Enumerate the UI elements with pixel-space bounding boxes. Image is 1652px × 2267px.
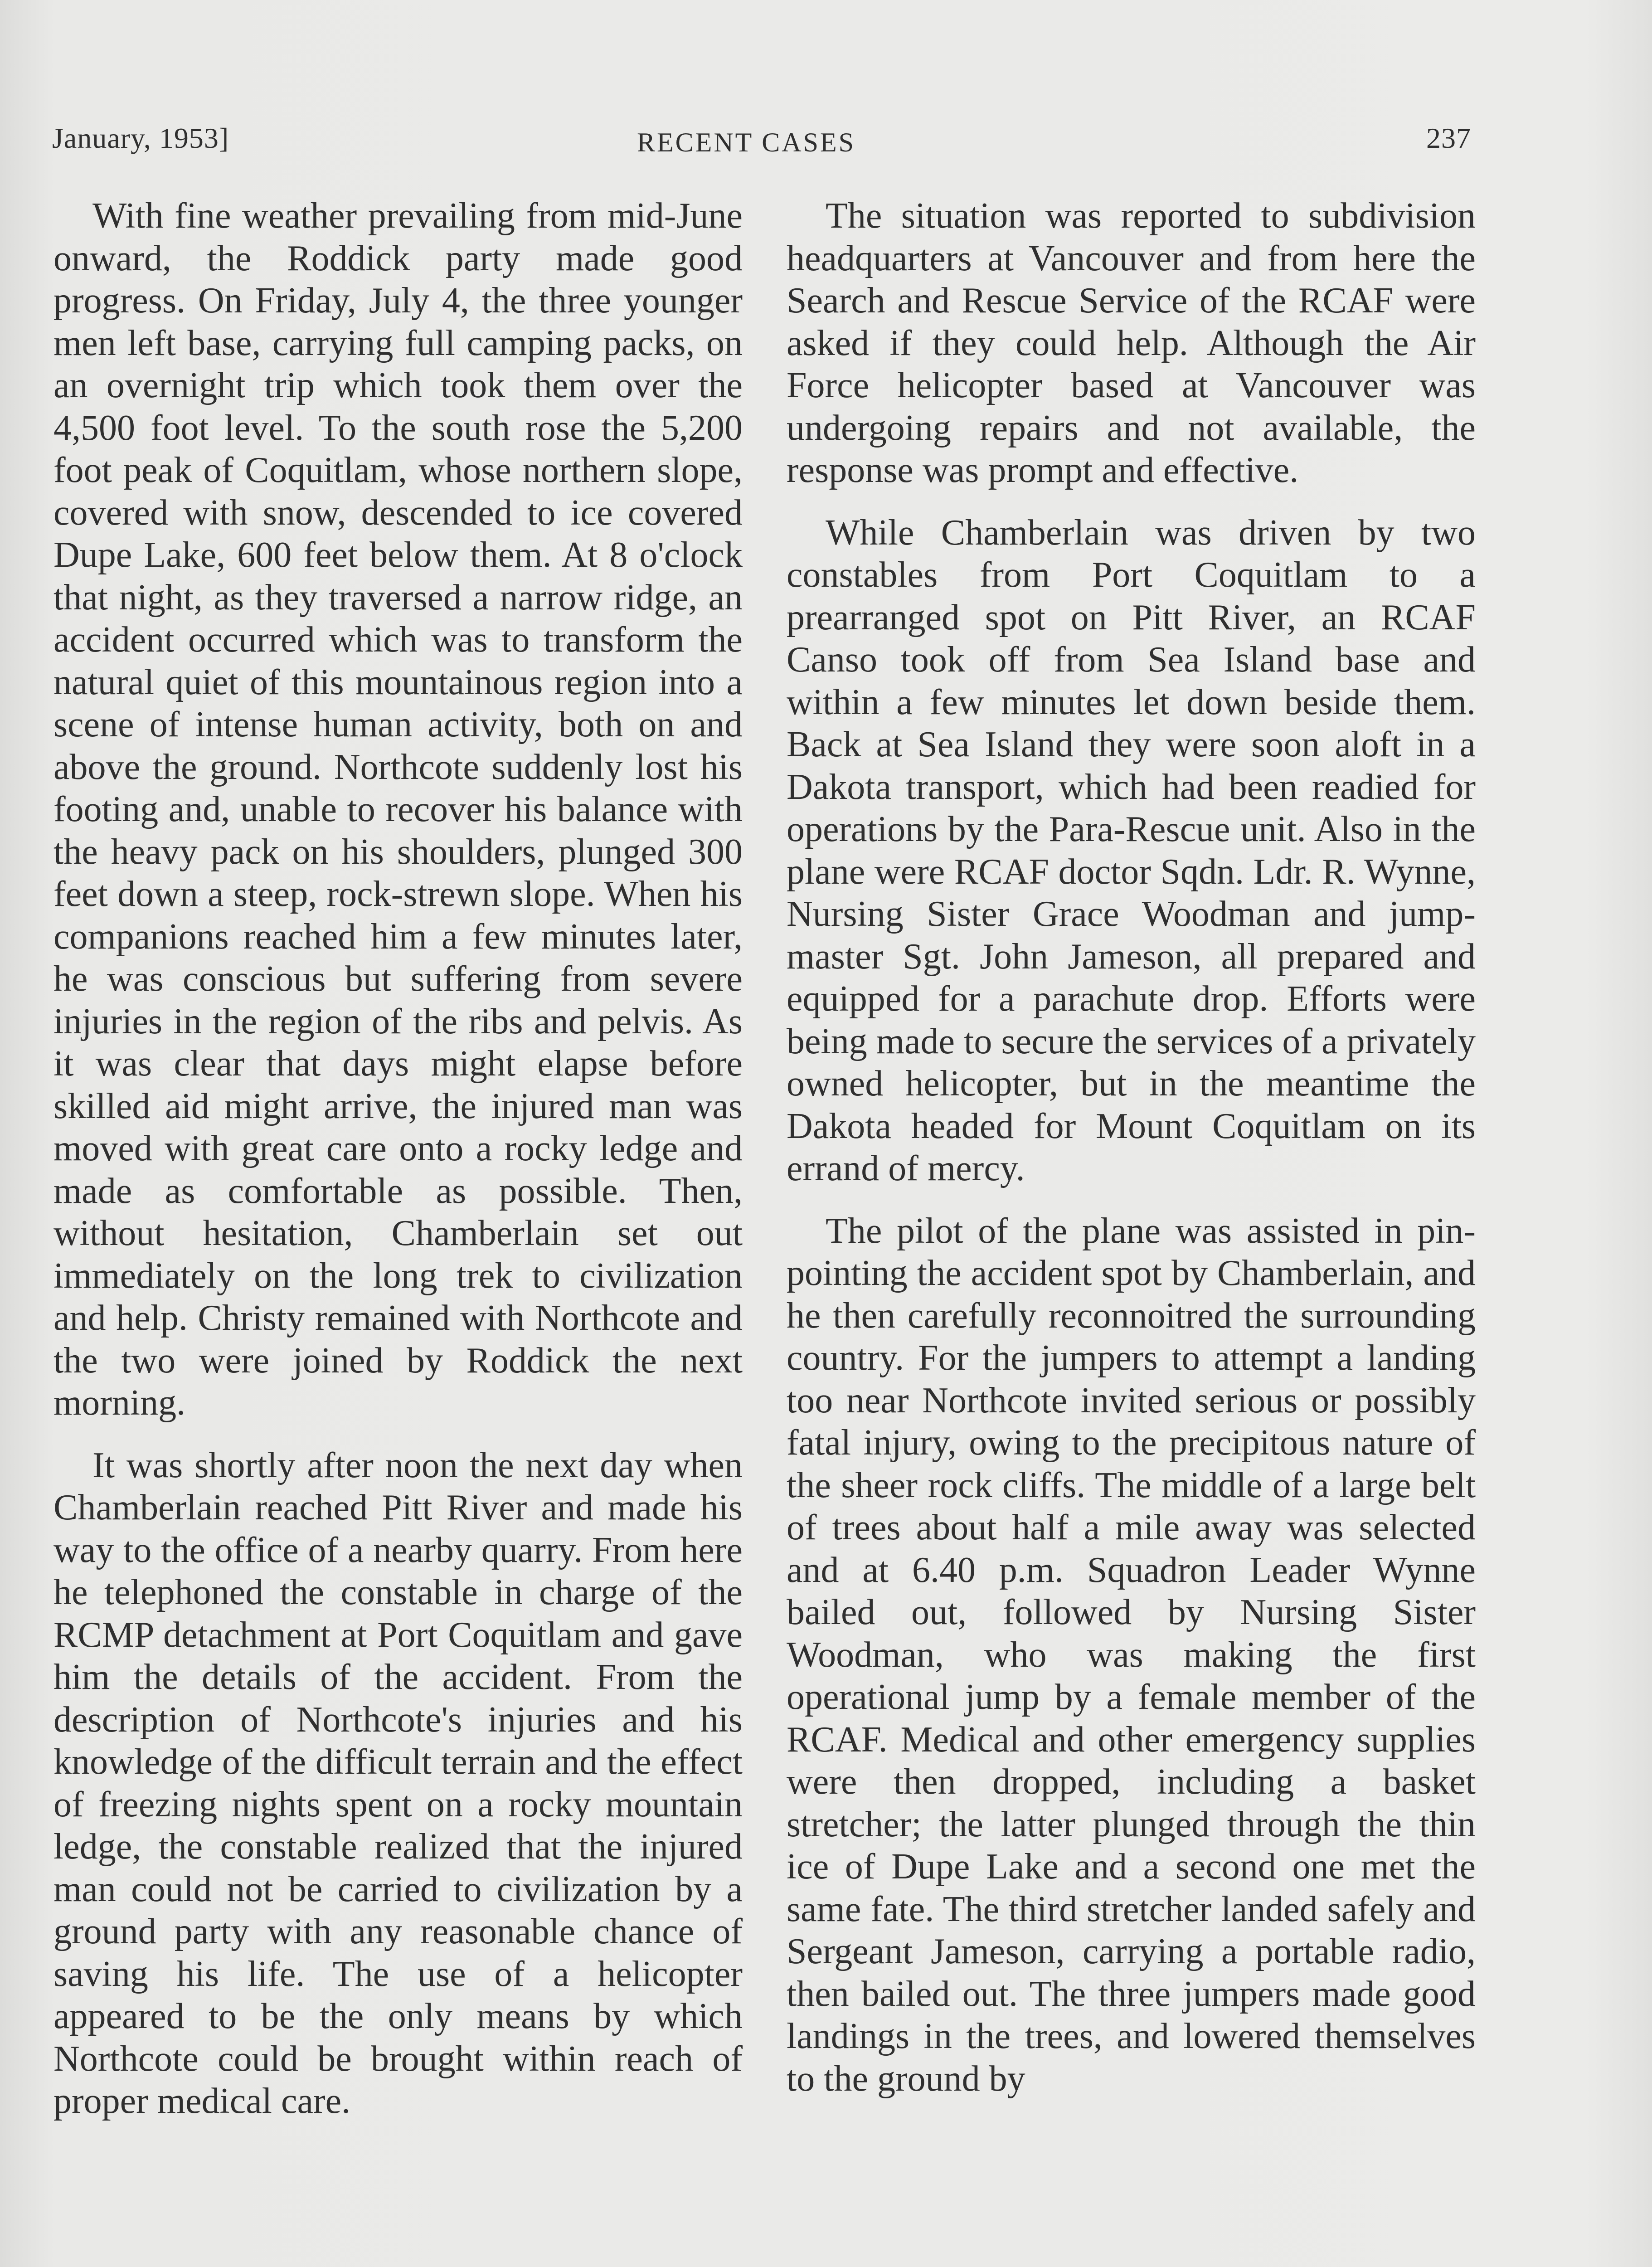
left-column <box>53 195 743 2123</box>
header-section-title: RECENT CASES <box>637 127 855 157</box>
paragraph: The pilot of the plane was assisted in pin-pointing the accident spot by Chamberlain, and he then carefully reconnoitred the surrounding country. For the jumpers to attempt a landing too near Northcote invited serious or possibly fatal injury, owing to the precipitous nature of the sheer rock cliffs. The middle of a large belt of trees about half a mile away was selected and at 6.40 p.m. Squadron Leader Wynne bailed out, followed by Nursing Sister Woodman, who was making the first operational jump by a female member of the RCAF. Medical and other emergency supplies were then dropped, including a basket stretcher; the latter plunged through the thin ice of Dupe Lake and a second one met the same fate. The third stretcher landed safely and Sergeant Jameson, carrying a portable radio, then bailed out. The three jumpers made good landings in the trees, and lowered themselves to the ground by <box>787 1211 1476 2099</box>
paragraph: The situation was reported to subdivision headquarters at Vancouver and from here the Search and Rescue Service of the RCAF were asked if they could help. Although the Air Force helicopter based at Vancouver was undergoing repairs and not available, the response was prompt and effective. <box>787 196 1476 490</box>
header-date: January, 1953] <box>52 122 229 154</box>
right-column <box>787 195 1476 2100</box>
paragraph: It was shortly after noon the next day when Chamberlain reached Pitt River and made his way to the office of a nearby quarry. From here he telephoned the constable in charge of the RCMP detachment at Port Coquitlam and gave him the details of the accident. From the description of Northcote's injuries and his knowledge of the difficult terrain and the effect of freezing nights spent on a rocky mountain ledge, the constable realized that the injured man could not be carried to civilization by a ground party with any reasonable chance of saving his life. The use of a helicopter appeared to be the only means by which Northcote could be brought within reach of proper medical care. <box>53 1445 743 2121</box>
paragraph: With fine weather prevailing from mid-June onward, the Roddick party made good progress. On Friday, July 4, the three younger men left base, carrying full camping packs, on an overnight trip which took them over the 4,500 foot level. To the south rose the 5,200 foot peak of Coquitlam, whose northern slope, covered with snow, descended to ice covered Dupe Lake, 600 feet below them. At 8 o'clock that night, as they traversed a narrow ridge, an accident occurred which was to transform the natural quiet of this mountainous region into a scene of intense human activity, both on and above the ground. Northcote suddenly lost his footing and, unable to recover his balance with the heavy pack on his shoulders, plunged 300 feet down a steep, rock-strewn slope. When his companions reached him a few minutes later, he was conscious but suffering from severe injuries in the region of the ribs and pelvis. As it was clear that days might elapse before skilled aid might arrive, the injured man was moved with great care onto a rocky ledge and made as comfortable as possible. Then, without hesitation, Chamberlain set out immediately on the long trek to civilization and help. Christy remained with Northcote and the two were joined by Roddick the next morning. <box>53 196 743 1423</box>
paragraph: While Chamberlain was driven by two constables from Port Coquitlam to a prearranged spot on Pitt River, an RCAF Canso took off from Sea Island base and within a few minutes let down beside them. Back at Sea Island they were soon aloft in a Dakota transport, which had been readied for operations by the Para-Rescue unit. Also in the plane were RCAF doctor Sqdn. Ldr. R. Wynne, Nursing Sister Grace Woodman and jump-master Sgt. John Jameson, all prepared and equipped for a parachute drop. Efforts were being made to secure the services of a privately owned helicopter, but in the meantime the Dakota headed for Mount Coquitlam on its errand of mercy. <box>787 512 1476 1188</box>
page-number: 237 <box>1426 122 1471 154</box>
running-header <box>52 113 1471 159</box>
